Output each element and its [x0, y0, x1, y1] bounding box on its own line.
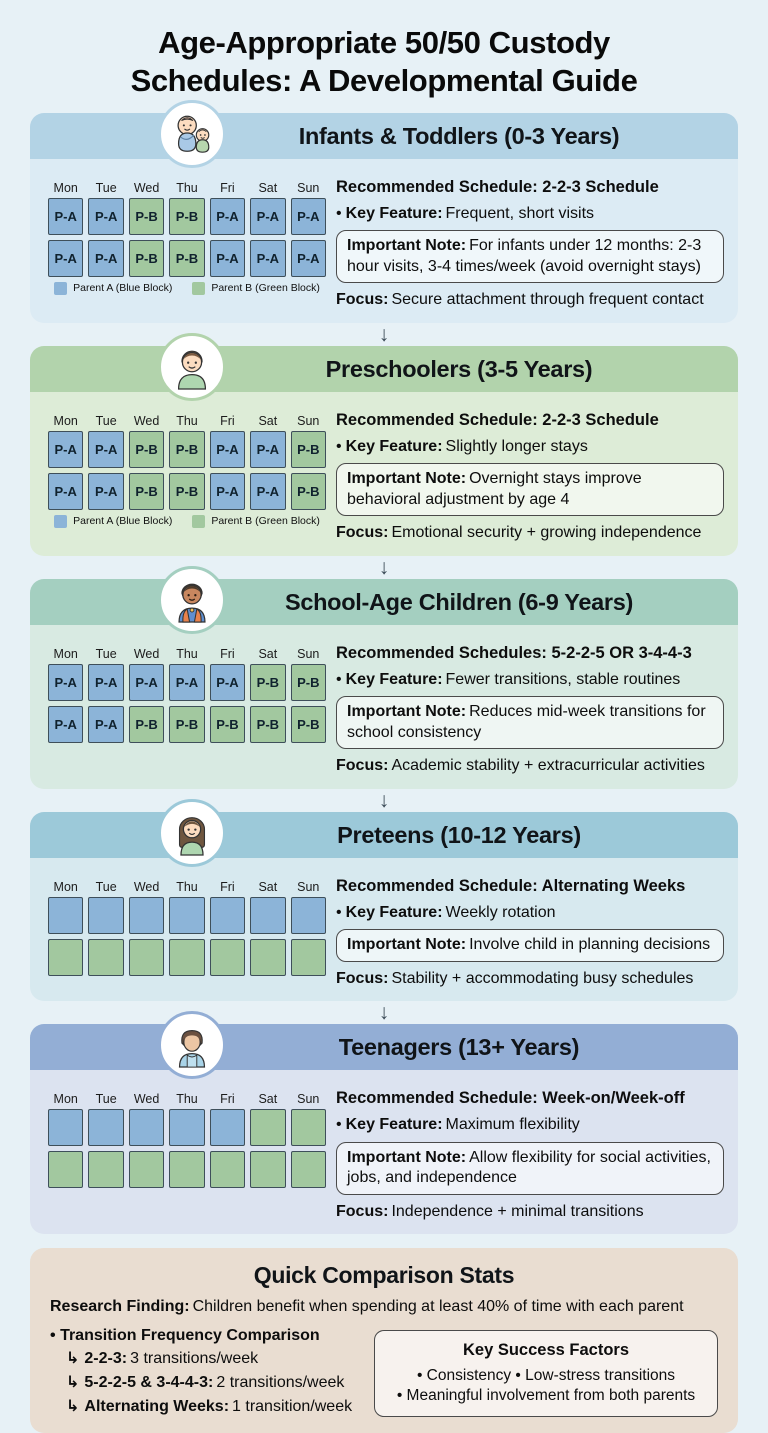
key-success-factors-box: [374, 1330, 718, 1417]
page-title-line2: Schedules: A Developmental Guide: [130, 63, 638, 99]
day-label: Wed: [133, 879, 160, 894]
section-teenagers: [30, 1024, 738, 1234]
key-feature: • Key Feature: Slightly longer stays: [336, 437, 588, 455]
hook-arrow-icon: ↳: [66, 1373, 80, 1391]
calendar-cell-parent-b: P-B: [210, 706, 245, 743]
calendar-cell-parent-b: [129, 939, 164, 976]
section-body: [30, 392, 738, 556]
key-feature: • Key Feature: Frequent, short visits: [336, 204, 595, 222]
custody-calendar: [48, 647, 326, 743]
calendar-cell-parent-a: [88, 897, 123, 934]
list-item: ↳ 5-2-2-5 & 3-4-4-3: 2 transitions/week: [66, 1373, 345, 1391]
calendar-cell-parent-b: [169, 1151, 204, 1188]
calendar-cell-parent-a: [129, 1109, 164, 1146]
calendar-cell-parent-b: P-B: [129, 198, 164, 235]
calendar-cell-parent-a: P-A: [250, 431, 285, 468]
calendar-cell-parent-a: [291, 897, 326, 934]
recommended-schedule: Recommended Schedule: Week-on/Week-off: [336, 1089, 685, 1108]
calendar-week-row: [48, 664, 326, 701]
day-label: Sun: [297, 180, 320, 195]
calendar-cell-parent-b: [88, 1151, 123, 1188]
list-item: ↳ 2-2-3: 3 transitions/week: [66, 1350, 259, 1368]
page-title-line1: Age-Appropriate 50/50 Custody: [158, 25, 610, 60]
calendar-cell-parent-b: P-B: [250, 664, 285, 701]
day-label: Sat: [258, 1092, 278, 1107]
key-feature: • Key Feature: Fewer transitions, stable routines: [336, 670, 681, 688]
day-label: Wed: [133, 646, 160, 661]
calendar-cell-parent-b: [250, 1109, 285, 1146]
calendar-cell-parent-a: P-A: [250, 240, 285, 277]
day-label: Fri: [220, 646, 235, 661]
day-label: Sat: [258, 180, 278, 195]
calendar-cell-parent-b: [129, 1151, 164, 1188]
calendar-column: [48, 167, 326, 311]
section-title: Preschoolers (3-5 Years): [325, 355, 593, 382]
calendar-cell-parent-a: P-A: [250, 198, 285, 235]
calendar-column: [48, 400, 326, 544]
parent-b-legend-label: Parent B (Green Block): [211, 515, 320, 528]
parent-b-swatch: [192, 515, 205, 528]
sections-flow: [0, 113, 768, 1433]
calendar-cell-parent-a: P-A: [88, 198, 123, 235]
day-label: Thu: [176, 646, 198, 661]
calendar-column: [48, 1078, 326, 1222]
day-label: Mon: [53, 879, 78, 894]
day-label: Thu: [176, 879, 198, 894]
day-label: Fri: [220, 879, 235, 894]
section-title: School-Age Children (6-9 Years): [284, 588, 634, 615]
day-label: Sat: [258, 413, 278, 428]
calendar-cell-parent-a: P-A: [129, 664, 164, 701]
preschool-boy-icon: [158, 333, 226, 401]
page-title: [0, 0, 768, 101]
hook-arrow-icon: ↳: [66, 1350, 80, 1368]
day-label: Fri: [220, 180, 235, 195]
recommended-schedule: Recommended Schedule: 2-2-3 Schedule: [336, 177, 659, 196]
calendar-cell-parent-b: P-B: [129, 473, 164, 510]
calendar-cell-parent-a: P-A: [88, 664, 123, 701]
important-note: Important Note: Overnight stays improve behavioral adjustment by age 4: [336, 463, 724, 516]
day-label: Sat: [258, 646, 278, 661]
important-note: Important Note: Allow flexibility for social activities, jobs, and independence: [336, 1142, 724, 1195]
section-header: [30, 113, 738, 159]
calendar-cell-parent-a: P-A: [291, 198, 326, 235]
calendar-cell-parent-a: [250, 897, 285, 934]
calendar-cell-parent-b: P-B: [291, 431, 326, 468]
day-label: Mon: [53, 413, 78, 428]
day-label: Sun: [297, 879, 320, 894]
day-label: Mon: [53, 180, 78, 195]
transition-frequency-title: • Transition Frequency Comparison: [50, 1327, 320, 1345]
important-note: Important Note: Reduces mid-week transitions for school consistency: [336, 696, 724, 749]
custody-calendar: [48, 181, 326, 277]
day-label: Fri: [220, 1092, 235, 1107]
calendar-cell-parent-a: P-A: [88, 431, 123, 468]
focus: Focus: Academic stability + extracurricular activities: [336, 757, 705, 775]
calendar-week-row: [48, 431, 326, 468]
calendar-cell-parent-b: P-B: [291, 473, 326, 510]
parent-a-legend-label: Parent A (Blue Block): [73, 282, 173, 295]
calendar-cell-parent-b: [88, 939, 123, 976]
custody-calendar: [48, 880, 326, 976]
calendar-week-row: [48, 198, 326, 235]
teen-boy-icon: [158, 1011, 226, 1079]
section-header: [30, 1024, 738, 1070]
calendar-cell-parent-b: [291, 939, 326, 976]
calendar-cell-parent-b: P-B: [250, 706, 285, 743]
section-header: [30, 812, 738, 858]
calendar-cell-parent-b: [291, 1151, 326, 1188]
calendar-cell-parent-a: P-A: [48, 473, 83, 510]
day-label: Sun: [297, 1092, 320, 1107]
calendar-week-row: [48, 1109, 326, 1146]
parent-b-legend-label: Parent B (Green Block): [211, 282, 320, 295]
calendar-cell-parent-b: P-B: [129, 706, 164, 743]
transition-frequency-list: [50, 1327, 360, 1419]
focus: Focus: Secure attachment through frequent contact: [336, 291, 704, 309]
day-label: Mon: [53, 646, 78, 661]
section-title: Preteens (10-12 Years): [337, 821, 581, 848]
calendar-cell-parent-a: [88, 1109, 123, 1146]
day-label: Tue: [95, 1092, 117, 1107]
day-label: Wed: [133, 1092, 160, 1107]
calendar-cell-parent-a: [48, 1109, 83, 1146]
research-finding: Research Finding: Children benefit when spending at least 40% of time with each parent: [50, 1298, 684, 1316]
day-label: Thu: [176, 413, 198, 428]
section-body: [30, 1070, 738, 1234]
section-infants-toddlers: [30, 113, 738, 323]
down-arrow-icon: ↓: [378, 788, 390, 812]
calendar-cell-parent-b: P-B: [169, 240, 204, 277]
day-label: Tue: [95, 413, 117, 428]
key-feature: • Key Feature: Maximum flexibility: [336, 1116, 580, 1134]
hook-arrow-icon: ↳: [66, 1397, 80, 1415]
section-preschoolers: [30, 346, 738, 556]
text-column: [336, 167, 724, 311]
success-box-line: • Meaningful involvement from both parents: [396, 1387, 696, 1405]
calendar-cell-parent-a: P-A: [48, 664, 83, 701]
calendar-cell-parent-a: [169, 1109, 204, 1146]
calendar-cell-parent-a: P-A: [48, 706, 83, 743]
calendar-cell-parent-a: P-A: [250, 473, 285, 510]
calendar-cell-parent-b: P-B: [169, 198, 204, 235]
section-preteens: [30, 812, 738, 1002]
calendar-cell-parent-b: P-B: [169, 706, 204, 743]
section-body: [30, 159, 738, 323]
calendar-cell-parent-a: P-A: [48, 240, 83, 277]
calendar-cell-parent-b: [169, 939, 204, 976]
day-label: Sat: [258, 879, 278, 894]
day-label: Thu: [176, 1092, 198, 1107]
calendar-cell-parent-a: P-A: [210, 240, 245, 277]
focus: Focus: Emotional security + growing independence: [336, 524, 702, 542]
day-label: Tue: [95, 879, 117, 894]
calendar-cell-parent-a: [129, 897, 164, 934]
parent-a-swatch: [54, 515, 67, 528]
day-label: Tue: [95, 180, 117, 195]
day-label: Fri: [220, 413, 235, 428]
calendar-cell-parent-a: [210, 1109, 245, 1146]
success-box-line: • Consistency • Low-stress transitions: [416, 1367, 676, 1385]
calendar-legend: [48, 282, 326, 295]
focus: Focus: Independence + minimal transitions: [336, 1202, 644, 1220]
day-label: Tue: [95, 646, 117, 661]
calendar-cell-parent-a: P-A: [210, 431, 245, 468]
section-body: [30, 625, 738, 789]
calendar-column: [48, 633, 326, 777]
calendar-week-row: [48, 1151, 326, 1188]
down-arrow-icon: ↓: [378, 555, 390, 579]
focus: Focus: Stability + accommodating busy schedules: [336, 969, 694, 987]
calendar-week-row: [48, 473, 326, 510]
calendar-cell-parent-a: P-A: [210, 198, 245, 235]
key-feature: • Key Feature: Weekly rotation: [336, 903, 556, 921]
calendar-week-row: [48, 706, 326, 743]
calendar-cell-parent-a: P-A: [48, 431, 83, 468]
stats-title: Quick Comparison Stats: [253, 1262, 515, 1289]
text-column: [336, 400, 724, 544]
calendar-cell-parent-b: [48, 1151, 83, 1188]
calendar-cell-parent-a: P-A: [291, 240, 326, 277]
down-arrow-icon: ↓: [378, 1001, 390, 1025]
calendar-cell-parent-b: [210, 1151, 245, 1188]
custody-calendar: [48, 414, 326, 510]
recommended-schedule: Recommended Schedule: 2-2-3 Schedule: [336, 410, 659, 429]
calendar-cell-parent-a: P-A: [210, 473, 245, 510]
calendar-week-row: [48, 897, 326, 934]
calendar-cell-parent-b: [291, 1109, 326, 1146]
calendar-cell-parent-b: P-B: [291, 664, 326, 701]
preteen-girl-icon: [158, 799, 226, 867]
calendar-cell-parent-a: P-A: [88, 240, 123, 277]
calendar-cell-parent-b: P-B: [291, 706, 326, 743]
calendar-cell-parent-a: [169, 897, 204, 934]
success-box-title: Key Success Factors: [462, 1340, 629, 1359]
important-note: Important Note: For infants under 12 months: 2-3 hour visits, 3-4 times/week (avoid overnight stays): [336, 230, 724, 283]
calendar-cell-parent-a: P-A: [48, 198, 83, 235]
section-school-age: [30, 579, 738, 789]
parent-a-legend-label: Parent A (Blue Block): [73, 515, 173, 528]
calendar-legend: [48, 515, 326, 528]
important-note: Important Note: Involve child in planning decisions: [336, 929, 724, 961]
down-arrow-icon: ↓: [378, 322, 390, 346]
day-label: Sun: [297, 413, 320, 428]
day-label: Sun: [297, 646, 320, 661]
calendar-cell-parent-a: P-A: [88, 706, 123, 743]
parent-b-swatch: [192, 282, 205, 295]
section-title: Infants & Toddlers (0-3 Years): [298, 122, 620, 149]
section-header: [30, 346, 738, 392]
calendar-cell-parent-a: [48, 897, 83, 934]
text-column: [336, 1078, 724, 1222]
quick-comparison-stats: [30, 1248, 738, 1433]
section-body: [30, 858, 738, 1002]
calendar-cell-parent-b: P-B: [169, 431, 204, 468]
calendar-cell-parent-b: P-B: [129, 240, 164, 277]
school-boy-icon: [158, 566, 226, 634]
text-column: [336, 633, 724, 777]
calendar-cell-parent-b: [48, 939, 83, 976]
recommended-schedule: Recommended Schedule: Alternating Weeks: [336, 876, 686, 895]
section-header: [30, 579, 738, 625]
calendar-cell-parent-b: [250, 939, 285, 976]
text-column: [336, 866, 724, 990]
parent-a-swatch: [54, 282, 67, 295]
day-label: Thu: [176, 180, 198, 195]
stats-columns: [50, 1327, 718, 1419]
calendar-cell-parent-b: [250, 1151, 285, 1188]
calendar-cell-parent-b: P-B: [169, 473, 204, 510]
day-label: Wed: [133, 180, 160, 195]
calendar-week-row: [48, 240, 326, 277]
calendar-column: [48, 866, 326, 990]
recommended-schedule: Recommended Schedules: 5-2-2-5 OR 3-4-4-3: [336, 643, 692, 662]
day-label: Wed: [133, 413, 160, 428]
calendar-cell-parent-b: [210, 939, 245, 976]
calendar-cell-parent-a: [210, 897, 245, 934]
list-item: ↳ Alternating Weeks: 1 transition/week: [66, 1397, 353, 1415]
section-title: Teenagers (13+ Years): [338, 1034, 580, 1061]
calendar-week-row: [48, 939, 326, 976]
calendar-cell-parent-a: P-A: [169, 664, 204, 701]
calendar-cell-parent-b: P-B: [129, 431, 164, 468]
custody-calendar: [48, 1092, 326, 1188]
calendar-cell-parent-a: P-A: [210, 664, 245, 701]
day-label: Mon: [53, 1092, 78, 1107]
twin-babies-icon: [158, 100, 226, 168]
calendar-cell-parent-a: P-A: [88, 473, 123, 510]
